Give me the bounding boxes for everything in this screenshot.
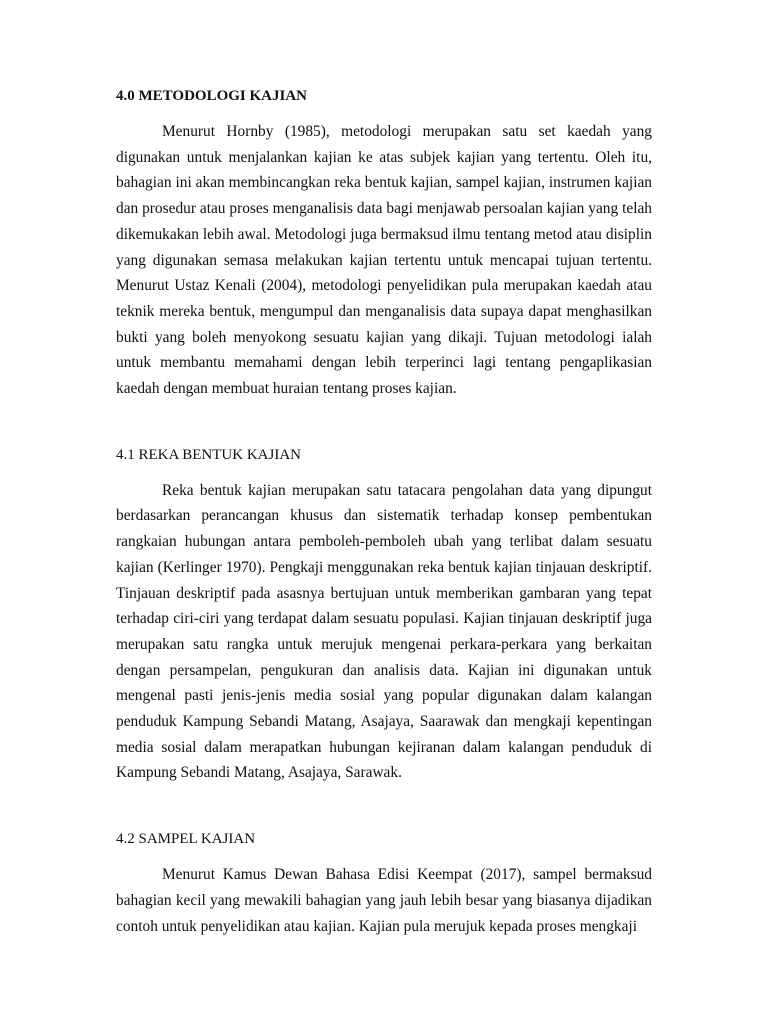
section-heading-metodologi: 4.0 METODOLOGI KAJIAN (116, 88, 307, 104)
section-heading-reka-bentuk: 4.1 REKA BENTUK KAJIAN (116, 446, 301, 463)
section-paragraph-metodologi: Menurut Hornby (1985), metodologi merupakan satu set kaedah yang digunakan untuk menjalankan kajian ke atas subjek kajian yang tertentu. Oleh itu, bahagian ini akan membincangkan reka bentuk kajian, sampel kajian, instrumen kajian dan prosedur atau proses menganalisis data bagi menjawab persoalan kajian yang telah dikemukakan lebih awal. Metodologi juga bermaksud ilmu tentang metod atau disiplin yang digunakan semasa melakukan kajian tertentu untuk mencapai tujuan tertentu. Menurut Ustaz Kenali (2004), metodologi penyelidikan pula merupakan kaedah atau teknik mereka bentuk, mengumpul dan menganalisis data supaya dapat menghasilkan bukti yang boleh menyokong sesuatu kajian yang dikaji. Tujuan metodologi ialah untuk membantu memahami dengan lebih terperinci lagi tentang pengaplikasian kaedah dengan membuat huraian tentang proses kajian. (116, 123, 652, 398)
document-page (116, 84, 652, 939)
section-paragraph-sampel: Menurut Kamus Dewan Bahasa Edisi Keempat (2017), sampel bermaksud bahagian kecil yang mewakili bahagian yang jauh lebih besar yang biasanya dijadikan contoh untuk penyelidikan atau kajian. Kajian pula merujuk kepada proses mengkaji (116, 866, 652, 935)
section-heading-sampel: 4.2 SAMPEL KAJIAN (116, 831, 256, 848)
section-paragraph-reka-bentuk: Reka bentuk kajian merupakan satu tatacara pengolahan data yang dipungut berdasarkan perancangan khusus dan sistematik terhadap konsep pembentukan rangkaian hubungan antara pemboleh-pemboleh ubah yang terlibat dalam sesuatu kajian (Kerlinger 1970). Pengkaji menggunakan reka bentuk kajian tinjauan deskriptif. Tinjauan deskriptif pada asasnya bertujuan untuk memberikan gambaran yang tepat terhadap ciri-ciri yang terdapat dalam sesuatu populasi. Kajian tinjauan deskriptif juga merupakan satu rangka untuk merujuk mengenai perkara-perkara yang berkaitan dengan persampelan, pengukuran dan analisis data. Kajian ini digunakan untuk mengenal pasti jenis-jenis media sosial yang popular digunakan dalam kalangan penduduk Kampung Sebandi Matang, Asajaya, Saarawak dan mengkaji kepentingan media sosial dalam merapatkan hubungan kejiranan dalam kalangan penduduk di Kampung Sebandi Matang, Asajaya, Sarawak. (116, 481, 652, 782)
